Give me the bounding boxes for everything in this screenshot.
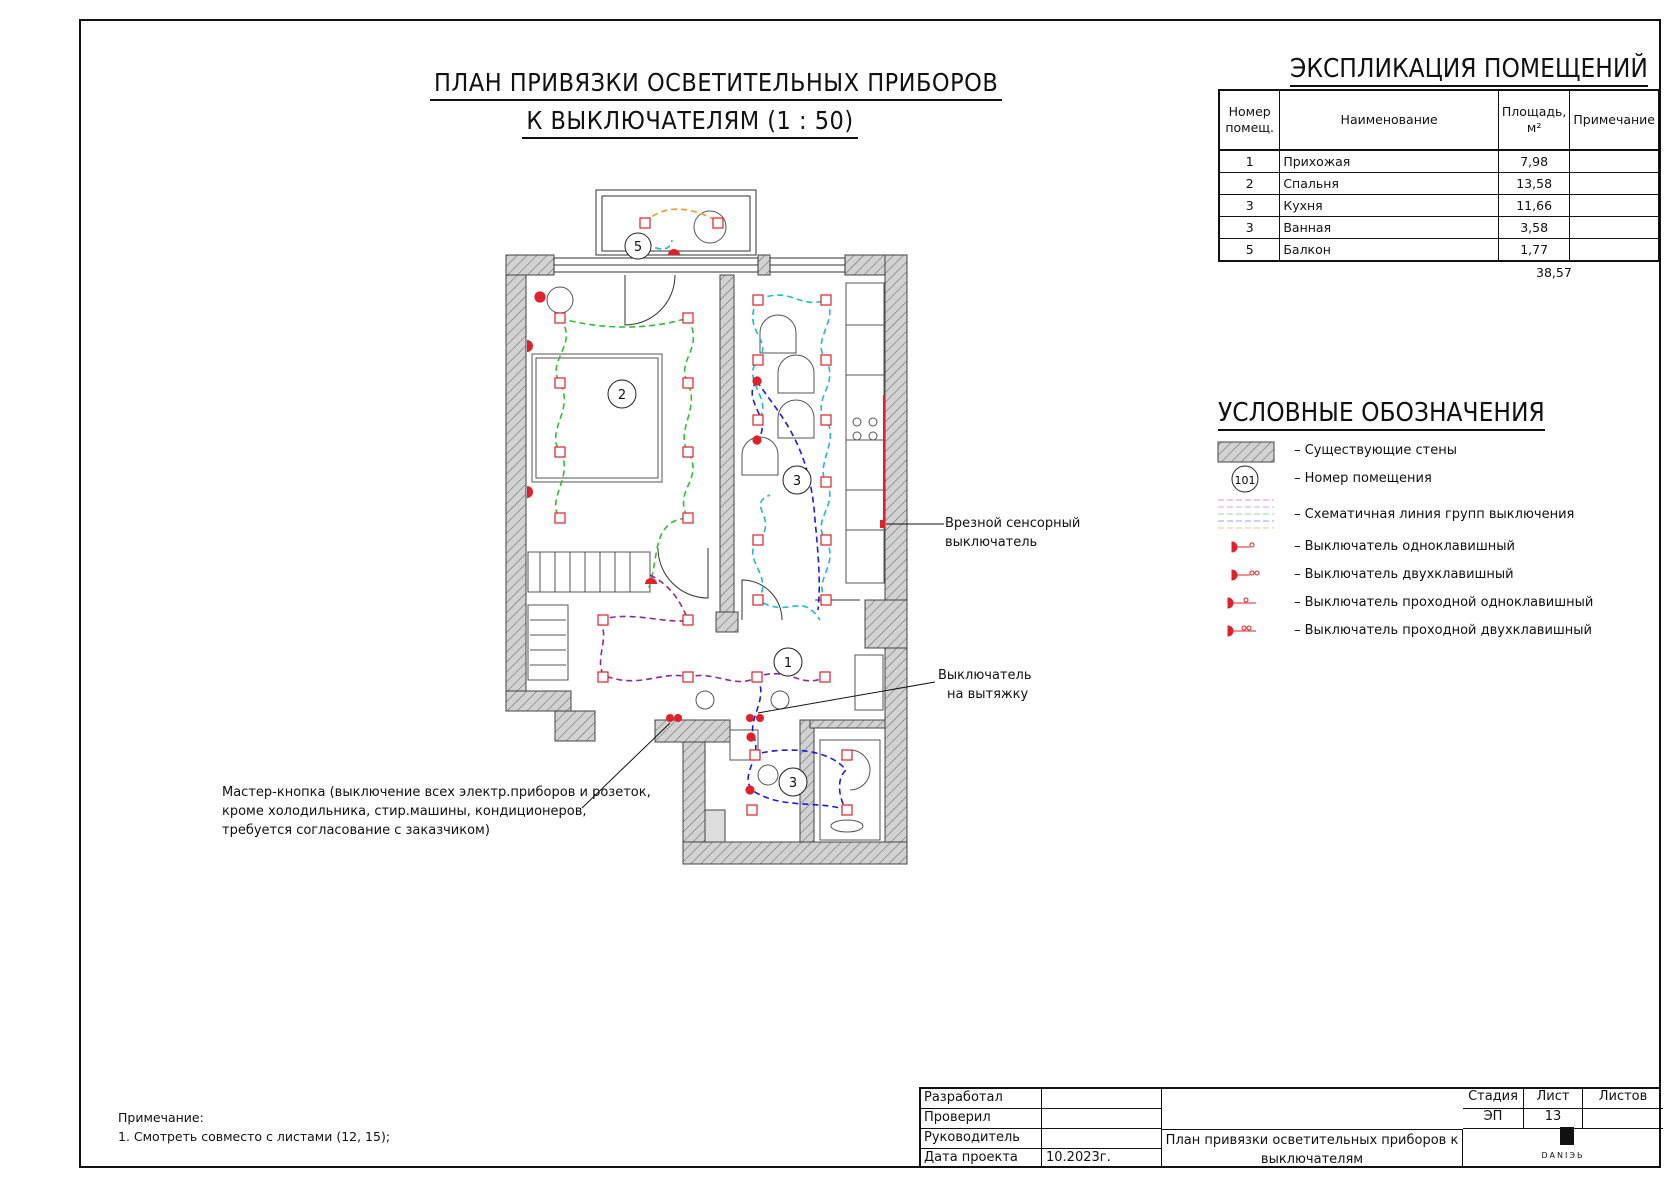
wall-bottom (683, 842, 907, 864)
stamp-checked: Проверил (921, 1109, 1042, 1129)
walls (506, 255, 907, 864)
wall-top-left (506, 255, 554, 275)
wall-bottom-notch (555, 711, 595, 741)
bed (532, 354, 662, 482)
table-row: 5 Балкон 1,77 (1219, 239, 1659, 262)
room-label-hall: 1 (783, 656, 793, 671)
room-number-circles (608, 233, 811, 796)
fixture-balcony (640, 218, 723, 228)
wall-bath-top (655, 720, 730, 742)
chair (760, 315, 796, 353)
legend-item-switch-pass-double: – Выключатель проходной двухклавишный (1294, 623, 1592, 638)
doors (625, 275, 860, 620)
room-label-kitchen: 3 (792, 474, 802, 489)
wall-top-mid (758, 255, 770, 275)
stamp-stage-value: ЭП (1463, 1109, 1524, 1129)
legend-title: УСЛОВНЫЕ ОБОЗНАЧЕНИЯ (1218, 398, 1545, 428)
stamp-sheet-value: 13 (1524, 1109, 1583, 1129)
legend-item-switch-pass-single: – Выключатель проходной одноклавишный (1294, 595, 1594, 610)
explication-total: 38,57 (1536, 265, 1572, 280)
room-label-balcony: 5 (633, 240, 643, 255)
callout-master-button: Мастер-кнопка (выключение всех электр.приборов и розеток, кроме холодильника, стир.машины, кондиционеров, требуется согласование с заказчиком) (222, 785, 651, 838)
legend-item-switch-single: – Выключатель одноклавишный (1294, 539, 1515, 554)
stamp-sheets-value (1583, 1109, 1663, 1129)
callout-hood-switch: Выключатель на вытяжку (938, 668, 1032, 702)
wall-right-jog (865, 600, 907, 648)
kitchen-counter (846, 283, 884, 583)
wall-bottom-left (506, 691, 571, 711)
col-name: Наименование (1280, 90, 1499, 150)
table-row: 3 Кухня 11,66 (1219, 195, 1659, 217)
room-label-bathroom: 3 (788, 776, 798, 791)
stamp-drawing-title: План привязки осветительных приборов к выключателям (1162, 1129, 1463, 1168)
stamp-date-value: 10.2023г. (1042, 1149, 1162, 1168)
windows (554, 190, 845, 272)
notes: Примечание: 1. Смотреть совместо с листами (12, 15); (118, 1110, 391, 1144)
legend-room-number: 101 (1234, 474, 1256, 487)
wall-partition-foot (716, 612, 738, 632)
title-block (919, 1087, 1661, 1168)
legend-symbols (1218, 442, 1274, 636)
legend-item-walls: – Существующие стены (1294, 443, 1457, 458)
wardrobe (528, 552, 650, 592)
wall-right-lower (885, 648, 907, 864)
stamp-sheet-label: Лист (1524, 1089, 1583, 1109)
stamp-stage-label: Стадия (1463, 1089, 1524, 1109)
wall-partition-kitchen (720, 275, 734, 627)
table-row: 3 Ванная 3,58 (1219, 217, 1659, 239)
plan-title-line1: ПЛАН ПРИВЯЗКИ ОСВЕТИТЕЛЬНЫХ ПРИБОРОВ (430, 68, 950, 97)
explication-table (1218, 89, 1660, 262)
legend-item-group-line: – Схематичная линия групп выключения (1294, 507, 1575, 522)
col-note: Примечание (1570, 90, 1659, 150)
stamp-date-label: Дата проекта (921, 1149, 1042, 1168)
explication-title: ЭКСПЛИКАЦИЯ ПОМЕЩЕНИЙ (1290, 54, 1648, 84)
fixture-kitchen (753, 295, 831, 605)
stamp-sheets-label: Листов (1583, 1089, 1663, 1109)
room-label-bedroom: 2 (617, 388, 627, 403)
plan-title-line2: К ВЫКЛЮЧАТЕЛЯМ (1 : 50) (430, 106, 950, 135)
col-number: Номер помещ. (1219, 90, 1280, 150)
fixture-bedroom (555, 313, 693, 523)
wall-left (506, 255, 526, 711)
table-row: 1 Прихожая 7,98 (1219, 150, 1659, 173)
legend-item-room-number: – Номер помещения (1294, 471, 1432, 486)
col-area: Площадь, м² (1498, 90, 1569, 150)
stamp-developed: Разработал (921, 1089, 1042, 1109)
legend-wall-swatch (1218, 442, 1274, 462)
wall-right-upper (885, 255, 907, 650)
stamp-logo-text: DANIЭЬ (1541, 1151, 1585, 1160)
stamp-head: Руководитель (921, 1129, 1042, 1149)
legend-item-switch-double: – Выключатель двухклавишный (1294, 567, 1514, 582)
table-row: 2 Спальня 13,58 (1219, 173, 1659, 195)
callout-sensor-switch: Врезной сенсорный выключатель (945, 516, 1081, 550)
